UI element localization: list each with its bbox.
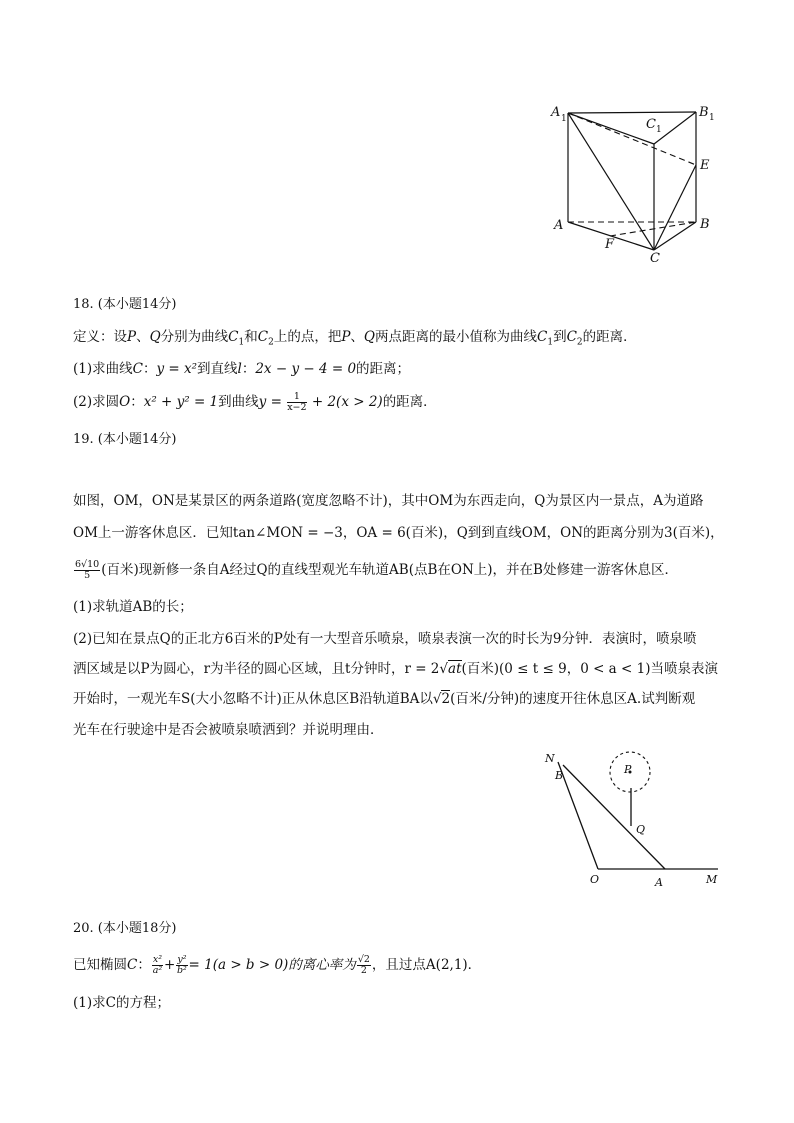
q20-part1: (1)求C的方程； bbox=[73, 995, 170, 1011]
q19-line-3: $\frac{6√10}{5}$ (百米)现新修一条自A经过Q的直线型观光车轨道AB(点B在ON上)，并在B处修建一游客休息区． bbox=[75, 559, 678, 581]
label-C: C bbox=[650, 251, 660, 266]
q19-part2-line-3: 开始时，一观光车S(大小忽略不计)正从休息区B沿轨道BA以√2(百米/分钟)的速度开往休息区A.试判断观 bbox=[73, 691, 696, 707]
label-B: B bbox=[700, 217, 710, 232]
label-C1-sub: 1 bbox=[656, 125, 662, 135]
q19-line-1: 如图，OM，ON是某景区的两条道路(宽度忽略不计)，其中OM为东西走向，Q为景区内一景点，A为道路 bbox=[73, 493, 704, 509]
map-label-O: O bbox=[590, 873, 600, 886]
label-A: A bbox=[554, 218, 564, 233]
q18-header: 18. (本小题14分) bbox=[73, 297, 177, 312]
q19-line-2: OM上一游客休息区．已知tan∠MON = −3，OA = 6(百米)，Q到到直线OM，ON的距离分别为3(百米)， bbox=[73, 525, 724, 541]
label-F: F bbox=[605, 237, 615, 252]
q19-part2-line-2: 洒区域是以P为圆心，r为半径的圆心区域，且t分钟时，r = 2√at(百米)(0 ≤ t ≤ 9，0 < a < 1)当喷泉表演 bbox=[73, 661, 718, 677]
map-label-Q: Q bbox=[636, 823, 646, 836]
q18-part2: (2)求圆O：x² + y² = 1到曲线y = $\frac{1}{x-2}$ + 2(x > 2)的距离． bbox=[73, 391, 437, 413]
map-label-A: A bbox=[655, 876, 663, 889]
label-E: E bbox=[700, 158, 710, 173]
q20-header: 20. (本小题18分) bbox=[73, 921, 177, 936]
label-A1-sub: 1 bbox=[561, 114, 567, 124]
map-figure bbox=[540, 745, 730, 895]
q19-part2-line-1: (2)已知在景点Q的正北方6百米的P处有一大型音乐喷泉，喷泉表演一次的时长为9分钟．表演时，喷泉喷 bbox=[73, 631, 697, 647]
map-label-M: M bbox=[706, 873, 718, 886]
q20-line-1: 已知椭圆C： $\frac{\text{x²}}{\text{a²}}$ + $\frac{\text{y²}}{\text{b²}}$ = 1(a > b > 0)的离心率为 $\frac{√2}{2}$ ，且过点A(2,1)． bbox=[73, 954, 482, 976]
label-B1-sub: 1 bbox=[709, 113, 715, 123]
q18-part1: (1)求曲线C：y = x²到直线l：2x − y − 4 = 0的距离； bbox=[73, 361, 411, 377]
map-label-B: B bbox=[555, 769, 564, 782]
q18-definition: 定义：设P、Q分别为曲线$C_1$和$C_2$上的点，把P、Q两点距离的最小值称为曲线$C_1$到$C_2$的距离． bbox=[73, 329, 637, 348]
label-A1: A bbox=[551, 105, 561, 120]
label-C1: C bbox=[646, 117, 656, 132]
q19-part2-line-4: 光车在行驶途中是否会被喷泉喷洒到？并说明理由． bbox=[73, 722, 384, 738]
label-B1: B bbox=[699, 105, 709, 120]
prism-figure bbox=[545, 95, 735, 270]
q19-part1: (1)求轨道AB的长； bbox=[73, 599, 193, 615]
map-label-N: N bbox=[545, 752, 555, 765]
map-label-P: P bbox=[624, 763, 632, 776]
q19-header: 19. (本小题14分) bbox=[73, 432, 177, 447]
